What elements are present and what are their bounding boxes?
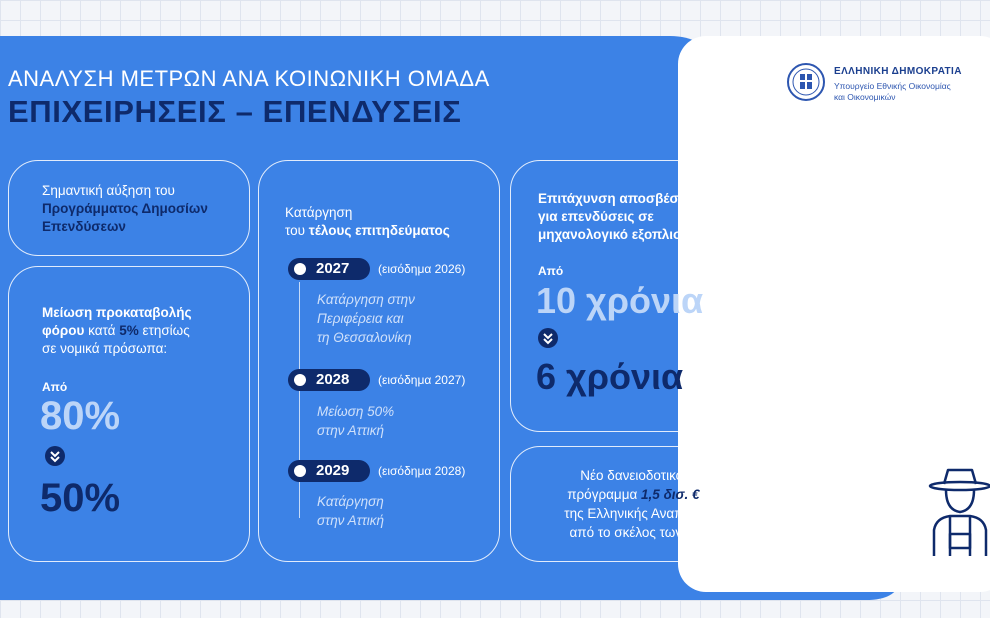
timeline-income-2029: (εισόδημα 2028) bbox=[378, 464, 466, 478]
chevron-down-double-icon bbox=[538, 328, 558, 348]
greek-seal-icon bbox=[786, 62, 826, 102]
page-title-line2: ΕΠΙΧΕΙΡΗΣΕΙΣ – ΕΠΕΝΔΥΣΕΙΣ bbox=[8, 94, 462, 129]
timeline-income-2027: (εισόδημα 2026) bbox=[378, 262, 466, 276]
logo-ministry-line1: Υπουργείο Εθνικής Οικονομίας bbox=[834, 81, 951, 91]
tax-from-value: 80% bbox=[40, 394, 121, 438]
logo-name: ΕΛΛΗΝΙΚΗ ΔΗΜΟΚΡΑΤΙΑ bbox=[834, 66, 962, 77]
business-fee-title: Κατάργηση του τέλους επιτηδεύματος bbox=[285, 205, 450, 238]
page-title-line1: ΑΝΑΛΥΣΗ ΜΕΤΡΩΝ ΑΝΑ ΚΟΙΝΩΝΙΚΗ ΟΜΑΔΑ bbox=[8, 66, 490, 91]
depreciation-to-value: 6 χρόνια bbox=[536, 356, 684, 397]
timeline-desc-2029: Κατάργηση στην Αττική bbox=[317, 494, 385, 528]
timeline-pill-2029: 2029 bbox=[288, 460, 370, 482]
loan-program-text: Νέο δανειοδοτικό και εγγυοδοτικό πρόγραμμα 1,5 δισ. € για ΜμΕ, μέσω της Ελληνικής Αναπτυξιακής Τράπεζας από το σκέλος των δανείων του ΤΑΑ. bbox=[564, 468, 796, 540]
timeline-desc-2028: Μείωση 50% στην Αττική bbox=[317, 404, 395, 438]
timeline-desc-2027: Κατάργηση στην Περιφέρεια και τη Θεσσαλονίκη bbox=[317, 292, 415, 345]
chevron-down-double-icon bbox=[45, 446, 65, 466]
timeline-line bbox=[299, 282, 300, 518]
investment-program-text: Σημαντική αύξηση του Προγράμματος Δημοσίων Επενδύσεων bbox=[42, 183, 208, 234]
timeline-pill-2028: 2028 bbox=[288, 369, 370, 391]
tax-to-value: 50% bbox=[40, 476, 121, 520]
timeline-pill-2027: 2027 bbox=[288, 258, 370, 280]
logo-ministry-line2: και Οικονομικών bbox=[834, 92, 896, 102]
ministry-logo bbox=[786, 62, 986, 112]
tax-prepayment-text: Μείωση προκαταβολής φόρου κατά 5% ετησίως σε νομικά πρόσωπα: bbox=[42, 305, 192, 356]
depreciation-text: Επιτάχυνση αποσβέσεων για επενδύσεις σε μηχανολογικό εξοπλισμό bbox=[538, 191, 705, 242]
depreciation-from-value: 10 χρόνια bbox=[536, 280, 704, 321]
depreciation-from-label: Από bbox=[538, 264, 564, 278]
timeline-income-2028: (εισόδημα 2027) bbox=[378, 373, 466, 387]
tax-from-label: Από bbox=[42, 380, 68, 394]
farmer-icon bbox=[926, 466, 990, 562]
